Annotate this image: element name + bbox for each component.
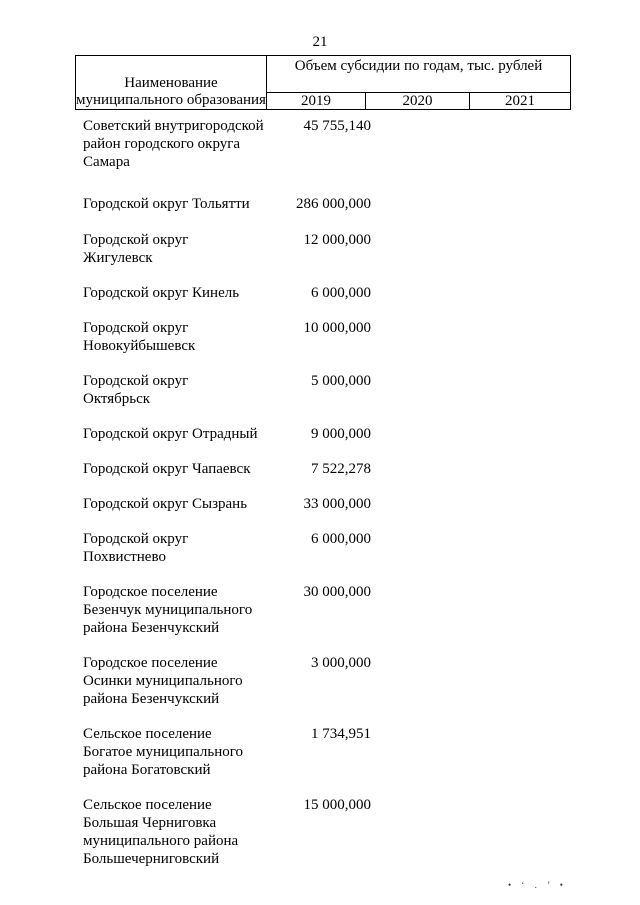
municipality-name: Городской округ Жигулевск <box>83 232 189 266</box>
subsidy-2019-value: 1 734,951 <box>311 726 371 742</box>
municipality-name: Городской округ Тольятти <box>83 196 250 212</box>
municipality-name: Городской округ Чапаевск <box>83 461 251 477</box>
column-header-year-2019: 2019 <box>267 93 366 110</box>
table-row <box>83 725 403 779</box>
table-row <box>83 284 403 302</box>
table-row <box>83 117 403 171</box>
municipality-name: Городской округ Кинель <box>83 285 240 301</box>
subsidy-2019-value: 6 000,000 <box>311 285 371 301</box>
municipality-name: Городское поселение Безенчук муниципального района Безенчукский <box>83 584 253 636</box>
table-row <box>83 495 403 513</box>
subsidy-2019-value: 7 522,278 <box>311 461 371 477</box>
column-header-year-2021: 2021 <box>470 93 571 110</box>
municipality-name: Городской округ Отрадный <box>83 426 258 442</box>
subsidy-2019-value: 6 000,000 <box>311 531 371 547</box>
municipality-name: Городской округ Октябрьск <box>83 373 189 407</box>
municipality-name: Сельское поселение Богатое муниципального района Богатовский <box>83 726 244 778</box>
table-row <box>83 530 403 566</box>
municipality-name: Городской округ Похвистнево <box>83 531 189 565</box>
table-row <box>83 195 403 213</box>
municipality-name: Городской округ Новокуйбышевск <box>83 320 196 354</box>
table-row <box>83 583 403 637</box>
municipality-name: Советский внутригородской район городского округа Самара <box>83 118 264 170</box>
page-number: 21 <box>312 34 328 50</box>
table-header <box>75 55 571 110</box>
municipality-name: Городской округ Сызрань <box>83 496 248 512</box>
column-header-year-2020: 2020 <box>366 93 470 110</box>
subsidy-2019-value: 15 000,000 <box>303 797 371 813</box>
scan-marks: • ‘ . ’ • <box>508 880 567 890</box>
municipality-name: Сельское поселение Большая Черниговка муниципального района Большечерниговский <box>83 797 239 867</box>
subsidy-2019-value: 10 000,000 <box>303 320 371 336</box>
subsidy-2019-value: 286 000,000 <box>296 196 371 212</box>
municipality-name: Городское поселение Осинки муниципального района Безенчукский <box>83 655 243 707</box>
column-header-municipality: Наименование муниципального образования <box>76 56 267 110</box>
subsidy-2019-value: 45 755,140 <box>303 118 371 134</box>
table-row <box>83 425 403 443</box>
table-row <box>83 460 403 478</box>
table-row <box>83 319 403 355</box>
table-row <box>83 231 403 267</box>
subsidy-2019-value: 5 000,000 <box>311 373 371 389</box>
column-header-subsidy: Объем субсидии по годам, тыс. рублей <box>267 56 571 93</box>
subsidy-2019-value: 3 000,000 <box>311 655 371 671</box>
subsidy-2019-value: 12 000,000 <box>303 232 371 248</box>
table-row <box>83 372 403 408</box>
subsidy-2019-value: 33 000,000 <box>303 496 371 512</box>
table-row <box>83 654 403 708</box>
subsidy-2019-value: 30 000,000 <box>303 584 371 600</box>
table-row <box>83 796 403 868</box>
subsidy-rows <box>83 117 403 868</box>
subsidy-2019-value: 9 000,000 <box>311 426 371 442</box>
